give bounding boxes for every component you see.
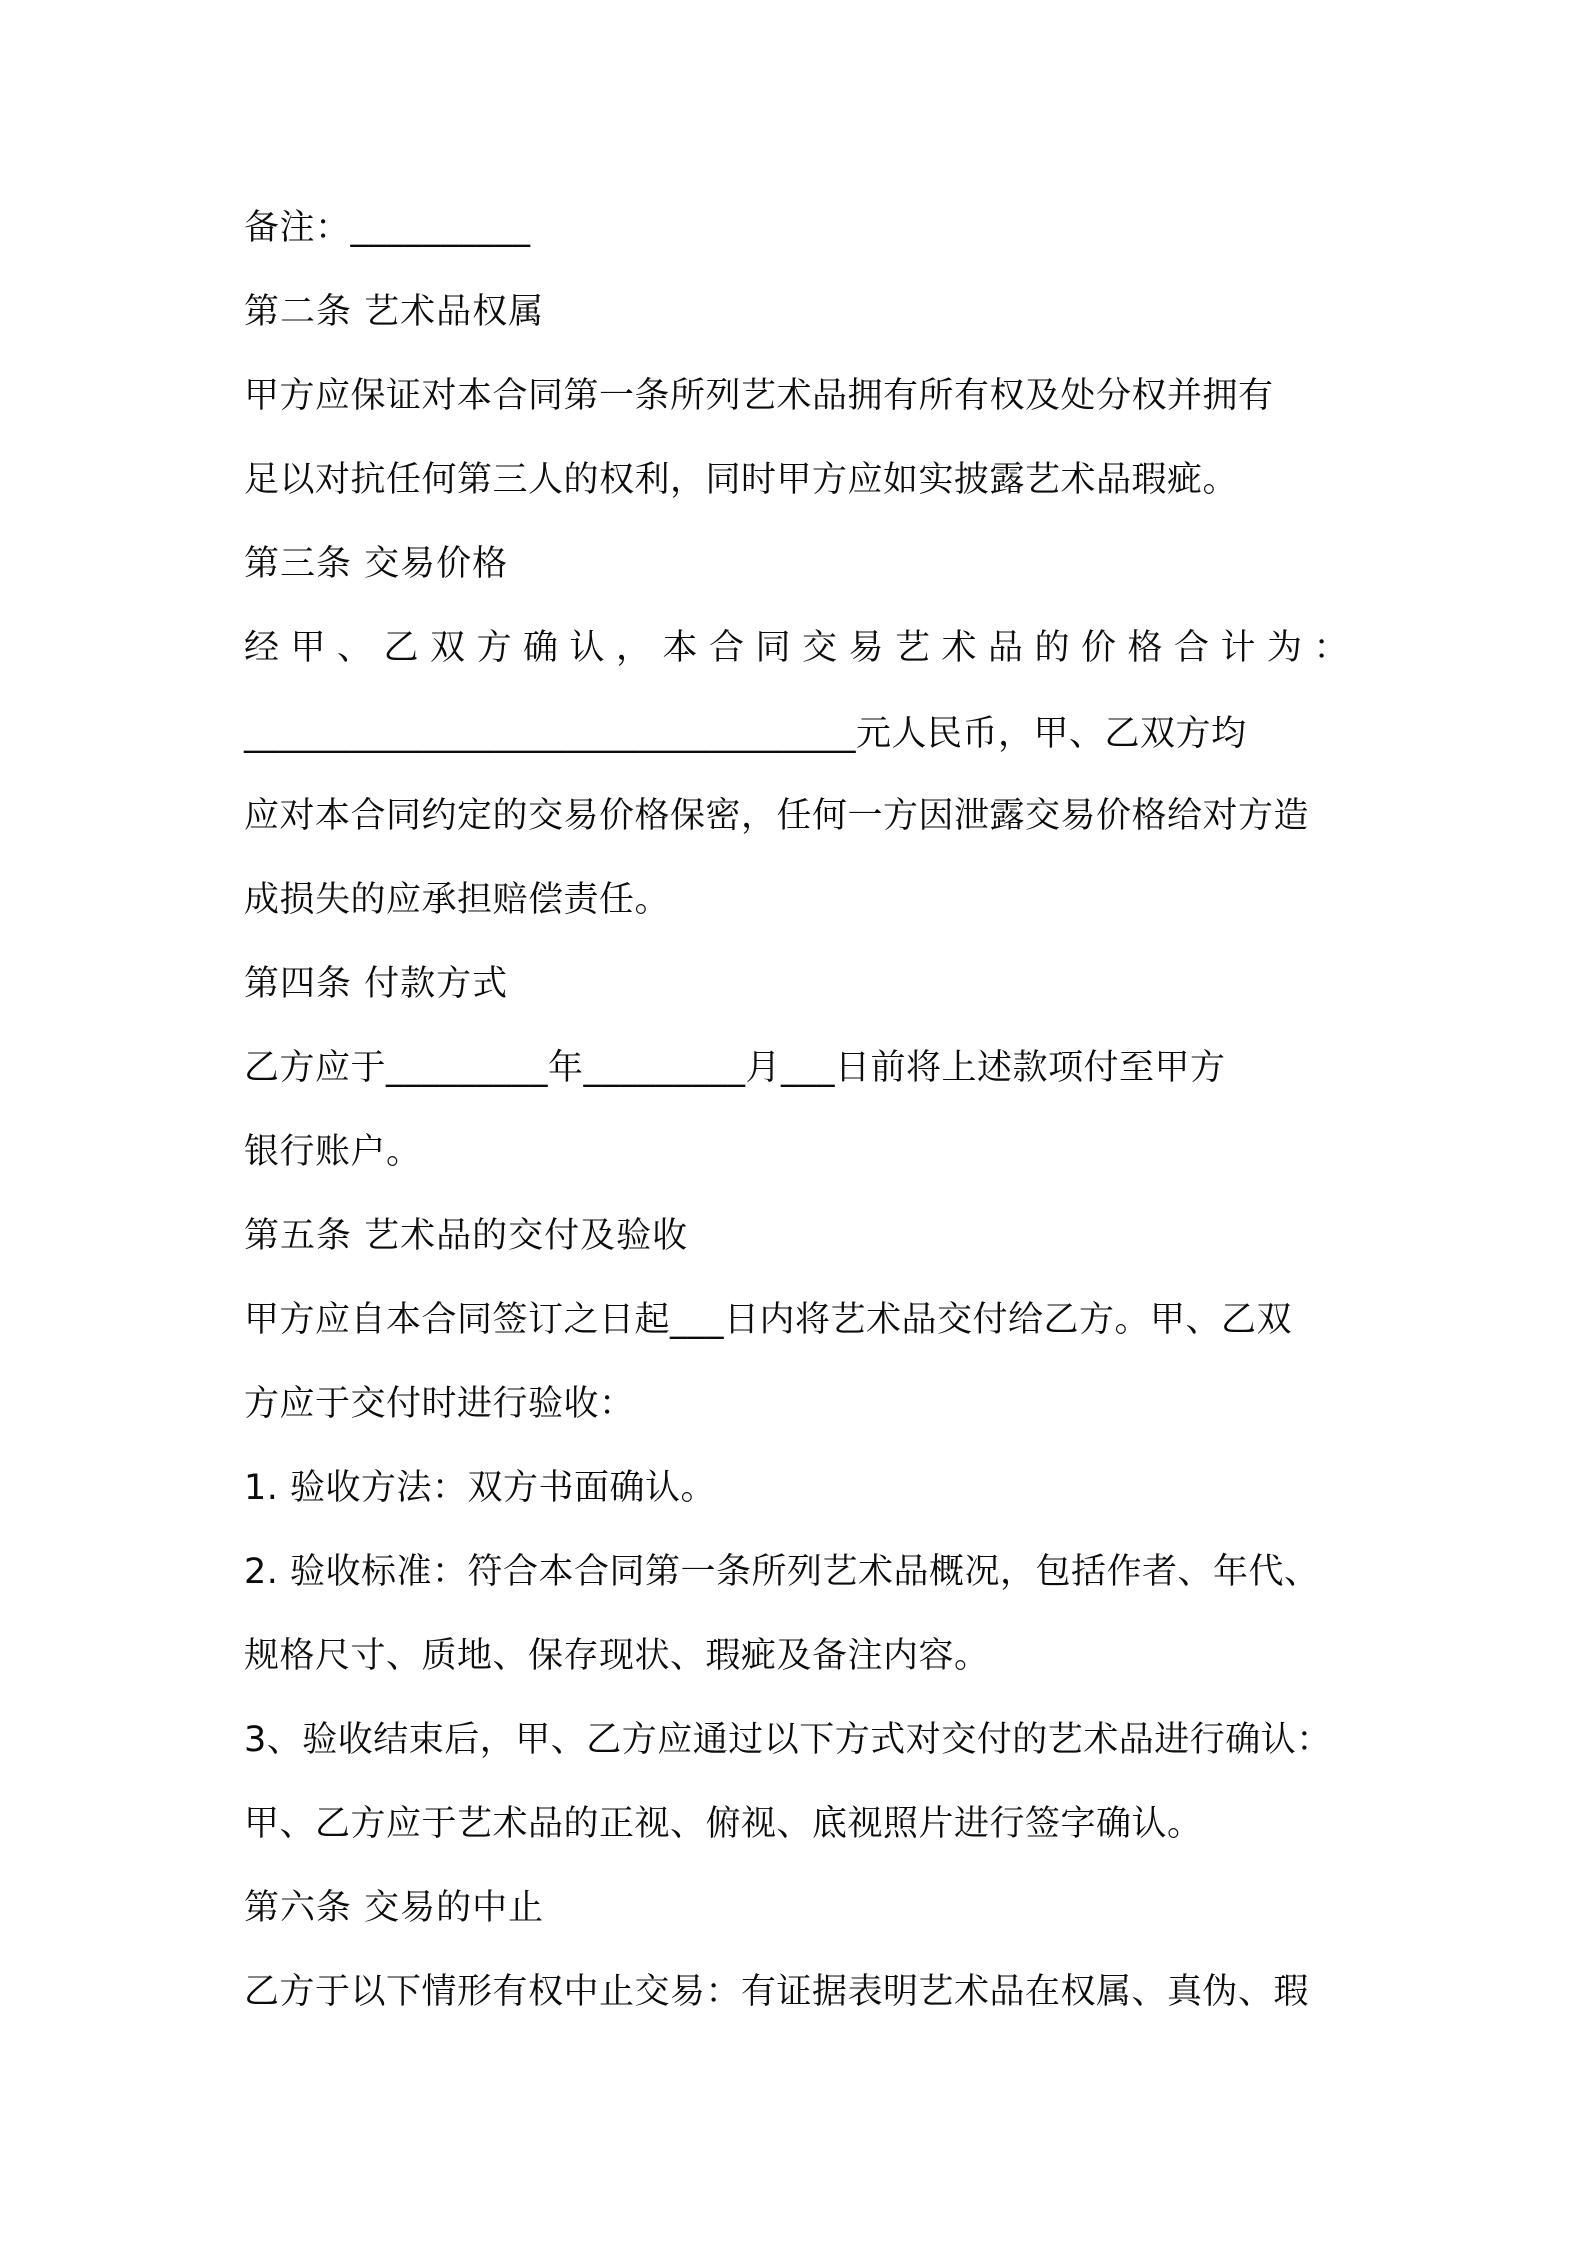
article-5-item-1: 1. 验收方法：双方书面确认。: [244, 1468, 717, 1508]
article-5-text-line-1: 甲方应自本合同签订之日起___日内将艺术品交付给乙方。甲、乙双: [244, 1300, 1293, 1340]
article-3-heading: 第三条 交易价格: [244, 544, 509, 584]
article-6-heading: 第六条 交易的中止: [244, 1888, 545, 1928]
article-3-text-line-2: __________________________________元人民币，甲、乙双方均: [244, 714, 1247, 754]
article-5-item-2: 2. 验收标准：符合本合同第一条所列艺术品概况，包括作者、年代、: [244, 1552, 1320, 1592]
article-5-item-2-cont: 规格尺寸、质地、保存现状、瑕疵及备注内容。: [244, 1636, 990, 1676]
remarks-line: 备注：__________: [244, 208, 531, 248]
article-3-text-line-3: 应对本合同约定的交易价格保密，任何一方因泄露交易价格给对方造: [244, 796, 1310, 836]
article-2-text-line-2: 足以对抗任何第三人的权利，同时甲方应如实披露艺术品瑕疵。: [244, 460, 1239, 500]
article-4-heading: 第四条 付款方式: [244, 964, 509, 1004]
article-5-item-3-cont: 甲、乙方应于艺术品的正视、俯视、底视照片进行签字确认。: [244, 1804, 1203, 1844]
article-2-text-line-1: 甲方应保证对本合同第一条所列艺术品拥有所有权及处分权并拥有: [244, 376, 1274, 416]
article-4-text-line-2: 银行账户。: [244, 1132, 422, 1172]
article-5-heading: 第五条 艺术品的交付及验收: [244, 1216, 689, 1256]
article-3-text-line-1: 经甲、乙双方确认，本合同交易艺术品的价格合计为：: [244, 628, 1361, 668]
article-5-item-3: 3、验收结束后，甲、乙方应通过以下方式对交付的艺术品进行确认：: [244, 1720, 1332, 1760]
article-5-text-line-2: 方应于交付时进行验收：: [244, 1384, 635, 1424]
article-4-text-line-1: 乙方应于_________年_________月___日前将上述款项付至甲方: [244, 1048, 1226, 1088]
article-3-text-line-4: 成损失的应承担赔偿责任。: [244, 880, 671, 920]
article-6-text-line-1: 乙方于以下情形有权中止交易：有证据表明艺术品在权属、真伪、瑕: [244, 1972, 1310, 2012]
article-2-heading: 第二条 艺术品权属: [244, 292, 545, 332]
